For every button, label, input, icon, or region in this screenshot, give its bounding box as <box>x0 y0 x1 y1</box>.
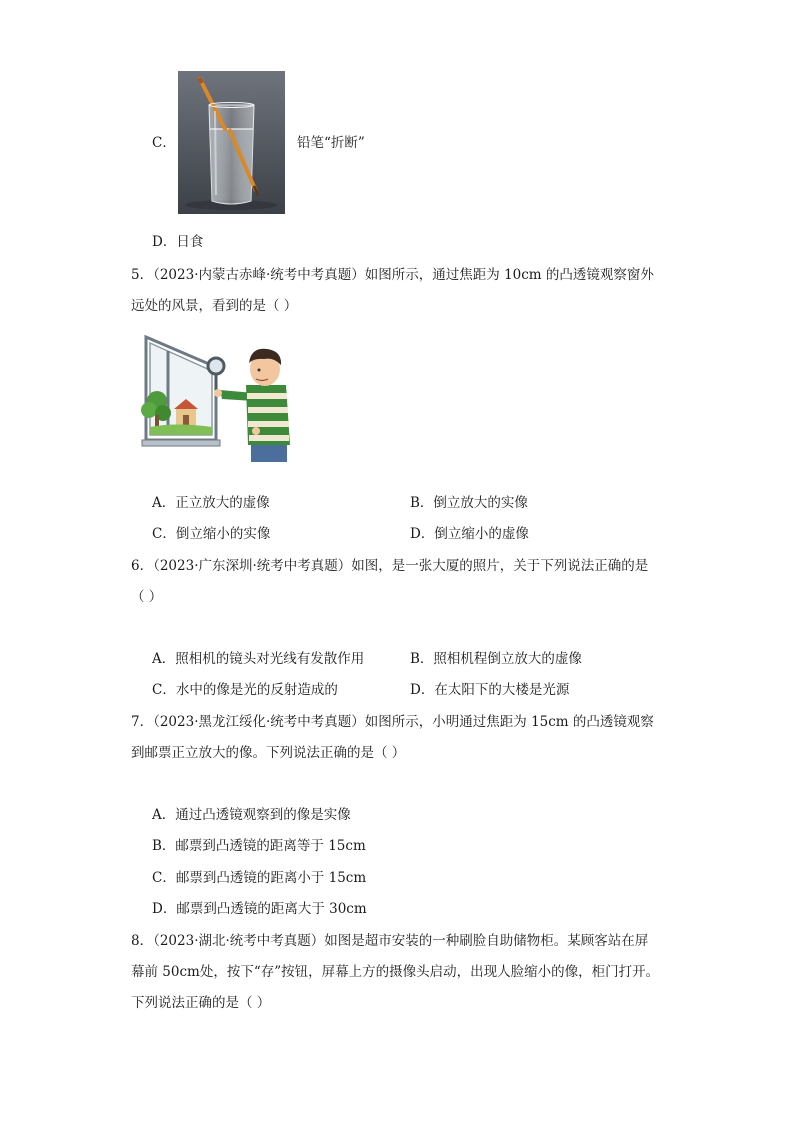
q6-stem-line2: （ ） <box>131 589 163 605</box>
q5-option-c: C．倒立缩小的实像 <box>152 526 271 542</box>
q5-stem-line2: 远处的风景，看到的是（ ） <box>131 298 298 314</box>
q5-option-d: D．倒立缩小的虚像 <box>410 526 529 542</box>
q7-stem-line1: 7．（2023·黑龙江绥化·统考中考真题）如图所示，小明通过焦距为 15cm 的凸透镜观察 <box>131 714 654 730</box>
q7-option-c: C．邮票到凸透镜的距离小于 15cm <box>152 870 367 886</box>
q7-option-b: B．邮票到凸透镜的距离等于 15cm <box>152 838 366 854</box>
boy-magnifier-window-image <box>136 327 298 464</box>
q6-option-c: C．水中的像是光的反射造成的 <box>152 682 338 698</box>
q7-option-d: D．邮票到凸透镜的距离大于 30cm <box>152 901 367 917</box>
q6-stem-line1: 6．（2023·广东深圳·统考中考真题）如图，是一张大厦的照片，关于下列说法正确的是 <box>131 558 649 574</box>
q7-stem-line2: 到邮票正立放大的像。下列说法正确的是（ ） <box>131 745 406 761</box>
option-d: D．日食 <box>152 234 204 250</box>
option-c-label: C． <box>152 135 176 151</box>
q5-stem-line1: 5．（2023·内蒙古赤峰·统考中考真题）如图所示，通过焦距为 10cm 的凸透镜观察窗外 <box>131 267 654 283</box>
q7-option-a: A．通过凸透镜观察到的像是实像 <box>152 807 351 823</box>
q8-stem-line3: 下列说法正确的是（ ） <box>131 995 271 1011</box>
q8-stem-line1: 8．（2023·湖北·统考中考真题）如图是超市安装的一种刷脸自助储物柜。某顾客站在屏 <box>131 933 649 949</box>
pencil-in-glass-image <box>178 71 285 214</box>
q8-stem-line2: 幕前 50cm处，按下“存”按钮，屏幕上方的摄像头启动，出现人脸缩小的像，柜门打开。 <box>131 964 660 980</box>
q6-option-a: A．照相机的镜头对光线有发散作用 <box>152 651 365 667</box>
q5-option-b: B．倒立放大的实像 <box>410 495 528 511</box>
option-c-caption: 铅笔“折断” <box>297 135 365 151</box>
q5-option-a: A．正立放大的虚像 <box>152 495 270 511</box>
q6-option-b: B．照相机程倒立放大的虚像 <box>410 651 582 667</box>
q6-option-d: D．在太阳下的大楼是光源 <box>410 682 570 698</box>
